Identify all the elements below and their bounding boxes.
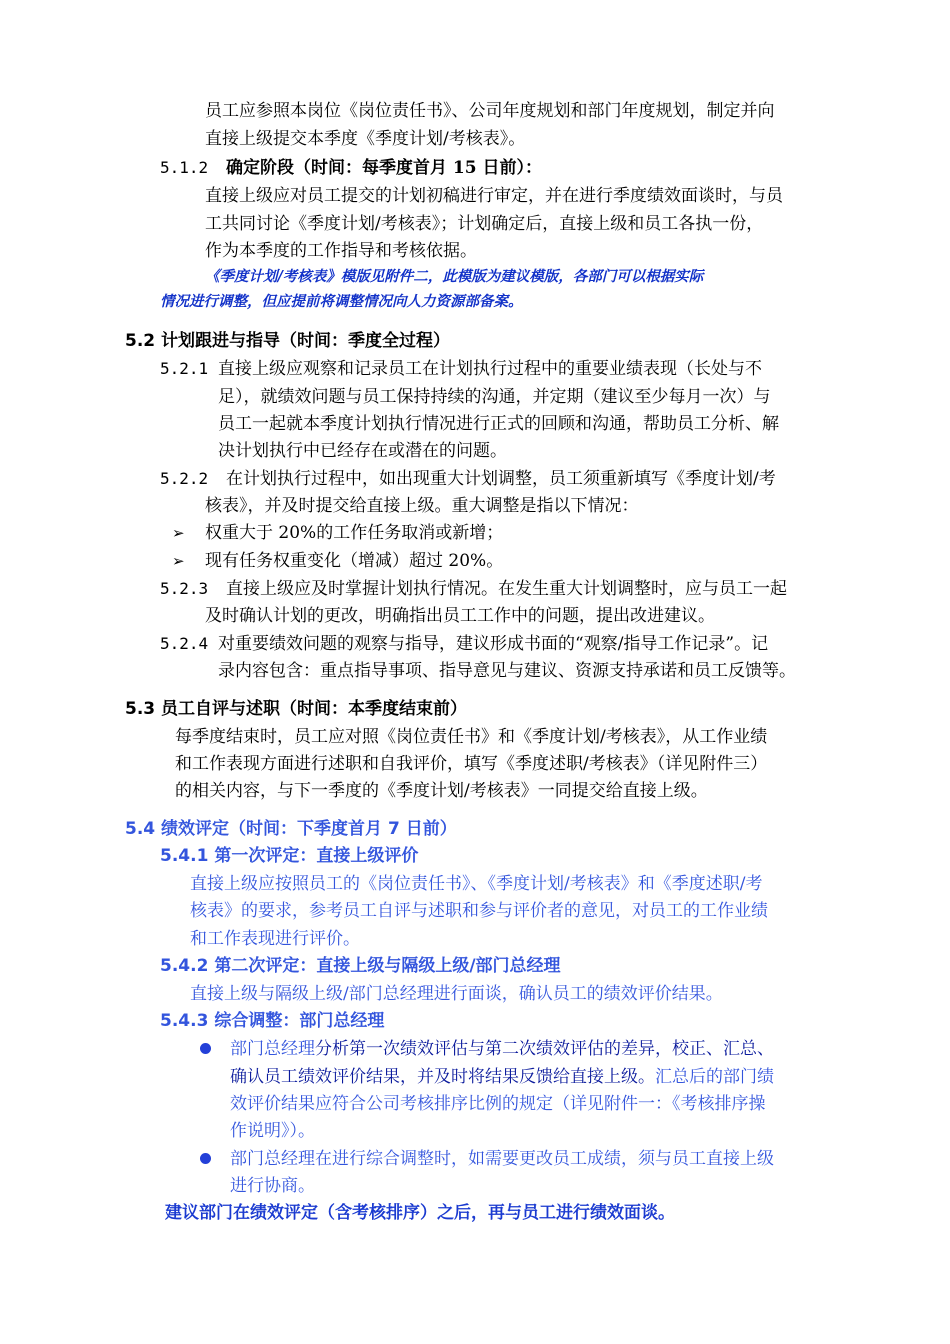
dot-text: 部门总经理在进行综合调整时，如需要更改员工成绩，须与员工直接上级 xyxy=(230,1149,774,1169)
dot-text: 进行协商。 xyxy=(230,1176,315,1196)
bullet-text: 现有任务权重变化（增减）超过 20%。 xyxy=(205,551,504,571)
bullet-text: 权重大于 20%的工作任务取消或新增； xyxy=(205,523,504,543)
paragraph-line: 足），就绩效问题与员工保持持续的沟通，并定期（建议至少每月一次）与 xyxy=(218,387,771,407)
subsection-title: 5.4.2 第二次评定：直接上级与隔级上级/部门总经理 xyxy=(160,956,561,976)
arrow-bullet-icon: ➢ xyxy=(172,524,185,542)
section-heading: 5.2 计划跟进与指导（时间：季度全过程） xyxy=(125,331,451,351)
paragraph-line: 和工作表现进行评价。 xyxy=(190,929,360,949)
paragraph-line: 直接上级应观察和记录员工在计划执行过程中的重要业绩表现（长处与不 xyxy=(218,359,762,379)
paragraph-line: 决计划执行中已经存在或潜在的问题。 xyxy=(218,441,507,461)
paragraph-line: 每季度结束时，员工应对照《岗位责任书》和《季度计划/考核表》，从工作业绩 xyxy=(175,727,768,747)
section-heading: 5.4 绩效评定（时间：下季度首月 7 日前） xyxy=(125,819,457,839)
dot-text: 部门总经理分析第一次绩效评估与第二次绩效评估的差异，校正、汇总、 xyxy=(230,1039,774,1059)
dot-text: 效评价结果应符合公司考核排序比例的规定（详见附件一：《考核排序操 xyxy=(230,1094,766,1114)
subsection-title: 5.4.3 综合调整：部门总经理 xyxy=(160,1011,385,1031)
subsection-title: 5.4.1 第一次评定：直接上级评价 xyxy=(160,846,419,866)
section-heading: 5.3 员工自评与述职（时间：本季度结束前） xyxy=(125,699,468,719)
subsection-title: 确定阶段（时间：每季度首月 15 日前）： xyxy=(226,158,542,178)
paragraph-line: 核表》，并及时提交给直接上级。重大调整是指以下情况： xyxy=(205,496,639,516)
paragraph-line: 核表》的要求，参考员工自评与述职和参与评价者的意见，对员工的工作业绩 xyxy=(190,901,768,921)
dot-text: 作说明》）。 xyxy=(230,1121,315,1141)
subsection-number: 5.1.2 xyxy=(160,158,209,177)
arrow-bullet-icon: ➢ xyxy=(172,552,185,570)
paragraph-line: 对重要绩效问题的观察与指导，建议形成书面的“观察/指导工作记录”。记 xyxy=(218,634,769,654)
paragraph-line: 及时确认计划的更改，明确指出员工工作中的问题，提出改进建议。 xyxy=(205,606,715,626)
blue-dot-icon xyxy=(200,1153,211,1165)
paragraph-line: 作为本季度的工作指导和考核依据。 xyxy=(205,241,477,261)
paragraph-line: 在计划执行过程中，如出现重大计划调整，员工须重新填写《季度计划/考 xyxy=(226,469,776,489)
paragraph-line: 直接上级应按照员工的《岗位责任书》、《季度计划/考核表》和《季度述职/考 xyxy=(190,874,763,894)
paragraph-line: 直接上级与隔级上级/部门总经理进行面谈，确认员工的绩效评价结果。 xyxy=(190,984,723,1004)
paragraph-line: 直接上级应及时掌握计划执行情况。在发生重大计划调整时，应与员工一起 xyxy=(226,579,787,599)
paragraph-line: 直接上级提交本季度《季度计划/考核表》。 xyxy=(205,129,526,149)
subsection-number: 5.2.2 xyxy=(160,469,209,488)
paragraph-line: 录内容包含：重点指导事项、指导意见与建议、资源支持承诺和员工反馈等。 xyxy=(218,661,796,681)
subsection-number: 5.2.4 xyxy=(160,634,209,653)
note-line: 情况进行调整，但应提前将调整情况向人力资源部备案。 xyxy=(160,293,523,310)
dot-text: 确认员工绩效评价结果，并及时将结果反馈给直接上级。汇总后的部门绩 xyxy=(230,1067,774,1087)
paragraph-line: 员工一起就本季度计划执行情况进行正式的回顾和沟通，帮助员工分析、解 xyxy=(218,414,779,434)
paragraph-line: 和工作表现方面进行述职和自我评价，填写《季度述职/考核表》（详见附件三） xyxy=(175,754,768,774)
paragraph-line: 直接上级应对员工提交的计划初稿进行审定，并在进行季度绩效面谈时，与员 xyxy=(205,186,783,206)
note-line: 《季度计划/考核表》模版见附件二，此模版为建议模版，各部门可以根据实际 xyxy=(205,268,704,285)
paragraph-line: 员工应参照本岗位《岗位责任书》、公司年度规划和部门年度规划，制定并向 xyxy=(205,101,775,121)
paragraph-line: 工共同讨论《季度计划/考核表》；计划确定后，直接上级和员工各执一份， xyxy=(205,214,764,234)
closing-recommendation: 建议部门在绩效评定（含考核排序）之后，再与员工进行绩效面谈。 xyxy=(165,1203,675,1223)
paragraph-line: 的相关内容，与下一季度的《季度计划/考核表》一同提交给直接上级。 xyxy=(175,781,708,801)
subsection-number: 5.2.1 xyxy=(160,359,209,378)
blue-dot-icon xyxy=(200,1043,211,1055)
subsection-number: 5.2.3 xyxy=(160,579,209,598)
